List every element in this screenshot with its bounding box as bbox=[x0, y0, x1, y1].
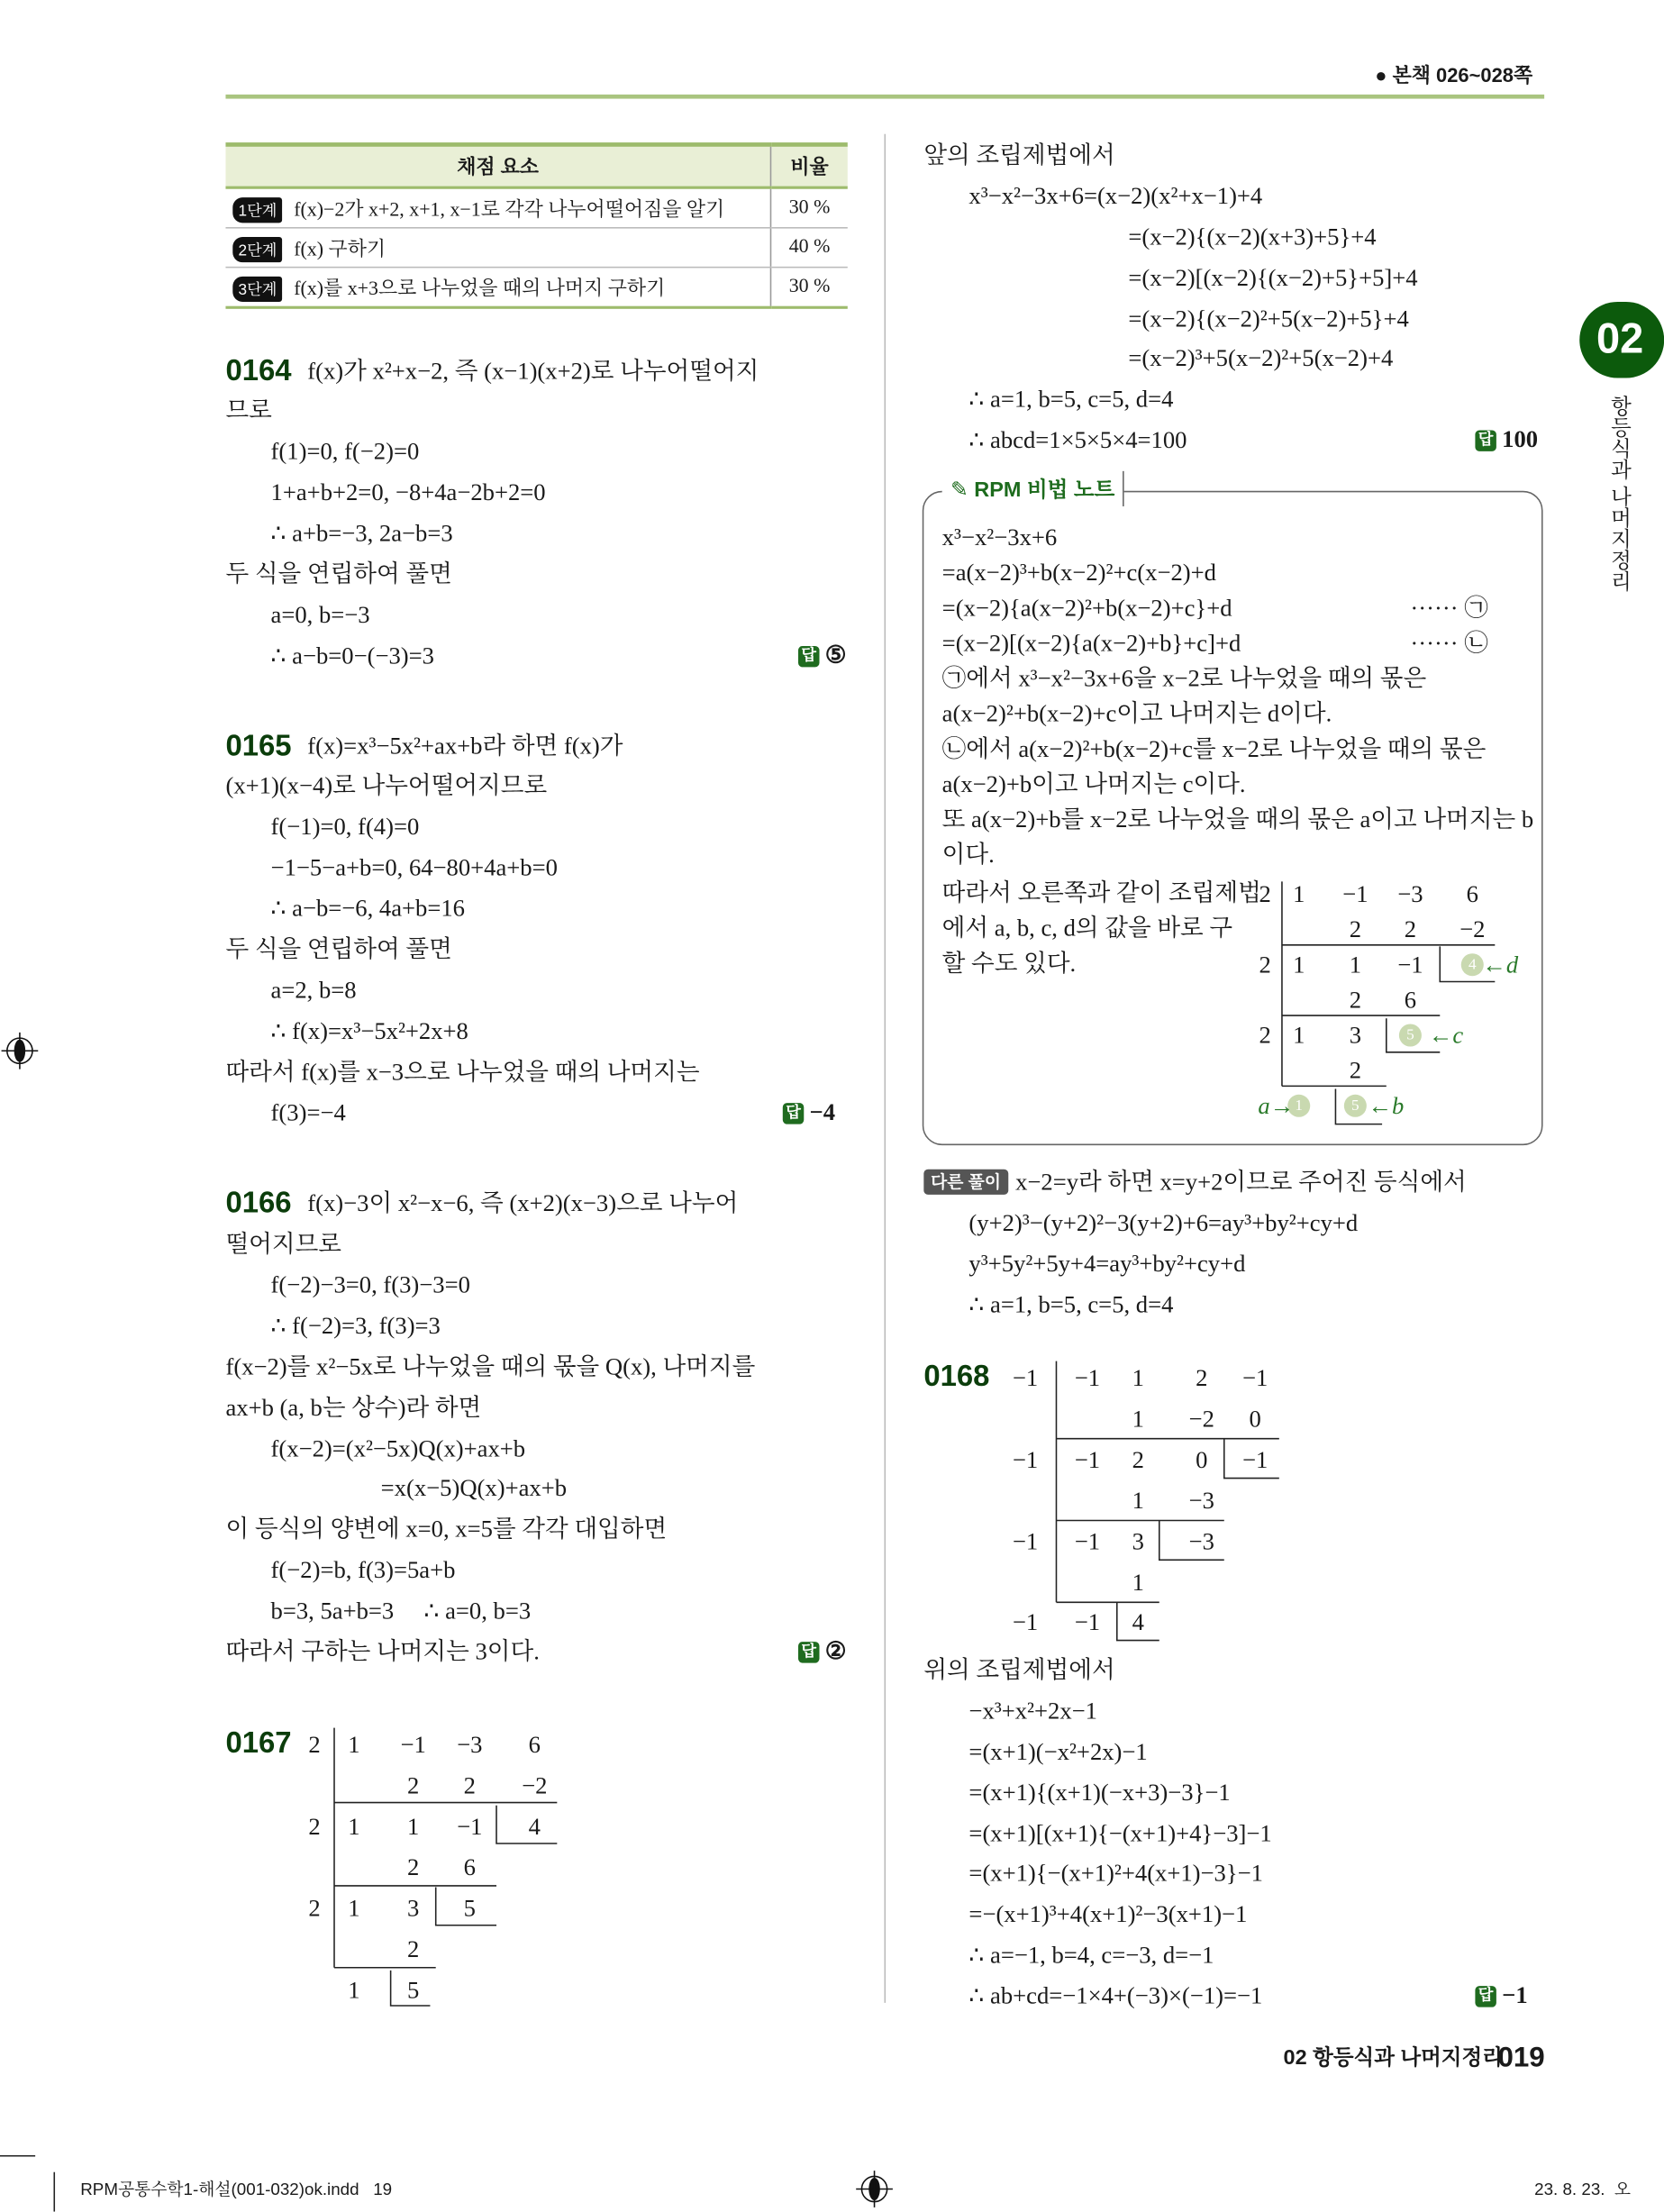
answer-value: −1 bbox=[1502, 1981, 1528, 2009]
note-line: 할 수도 있다. bbox=[941, 950, 1077, 978]
division-cell: −2 bbox=[1188, 1405, 1214, 1433]
note-line: =(x−2)[(x−2){a(x−2)+b}+c]+d bbox=[941, 629, 1241, 657]
division-cell: −1 bbox=[1074, 1446, 1101, 1474]
solution-line: a=2, b=8 bbox=[270, 977, 357, 1004]
answer-icon: 답 bbox=[798, 1641, 819, 1661]
chapter-title-vertical: 항등식과 나머지정리 bbox=[1607, 395, 1632, 592]
division-cell: −1 bbox=[1397, 951, 1423, 979]
step-badge: 3단계 bbox=[232, 276, 282, 301]
label-b: ←b bbox=[1368, 1092, 1405, 1120]
solution-line: ∴ f(−2)=3, f(3)=3 bbox=[270, 1312, 441, 1340]
answer-value: ⑤ bbox=[824, 642, 847, 669]
ratio: 30 % bbox=[770, 268, 847, 308]
division-cell: 6 bbox=[1404, 986, 1417, 1014]
division-cell: 1 bbox=[348, 1895, 360, 1922]
answer-value: 100 bbox=[1502, 425, 1539, 453]
solution-line: ∴ a−b=0−(−3)=3 bbox=[270, 642, 434, 669]
divisor: 2 bbox=[1259, 880, 1271, 908]
solution-line: f(1)=0, f(−2)=0 bbox=[270, 438, 420, 465]
division-cell: 2 bbox=[1349, 1057, 1362, 1085]
division-cell: 6 bbox=[1466, 880, 1478, 908]
division-cell: 1 bbox=[1132, 1405, 1144, 1433]
note-title bbox=[942, 471, 1125, 506]
divisor: 2 bbox=[1259, 951, 1271, 979]
note-line: 따라서 오른쪽과 같이 조립제법 bbox=[941, 879, 1261, 906]
solution-line: b=3, 5a+b=3 ∴ a=0, b=3 bbox=[270, 1597, 532, 1625]
solution-line: =(x+1)(−x²+2x)−1 bbox=[968, 1738, 1148, 1766]
label-a: a→ bbox=[1258, 1092, 1295, 1120]
solution-line: f(x)=x³−5x²+ax+b라 하면 f(x)가 bbox=[307, 733, 623, 760]
solution-line: =(x+1){−(x+1)²+4(x+1)−3}−1 bbox=[968, 1859, 1263, 1887]
division-cell: 2 bbox=[1349, 915, 1362, 943]
note-line: 이다. bbox=[941, 841, 995, 869]
division-cell: 1 bbox=[1349, 951, 1362, 979]
page-reference: ● 본책 026~028쪽 bbox=[1375, 63, 1533, 86]
file-name: RPM공통수학1-해설(001-032)ok.indd 19 bbox=[80, 2179, 393, 2199]
circled-coefficient: 4 bbox=[1461, 953, 1484, 976]
division-cell: −1 bbox=[1242, 1446, 1268, 1474]
solution-line: f(−1)=0, f(4)=0 bbox=[270, 813, 420, 841]
solution-line: 1+a+b+2=0, −8+4a−2b+2=0 bbox=[270, 478, 546, 506]
answer bbox=[1475, 426, 1538, 454]
division-cell: 2 bbox=[463, 1771, 476, 1799]
division-cell: −3 bbox=[1188, 1487, 1214, 1515]
answer-value: ② bbox=[824, 1637, 847, 1665]
division-cell: 4 bbox=[528, 1813, 541, 1841]
label-d: ←d bbox=[1482, 951, 1519, 979]
ratio: 40 % bbox=[770, 228, 847, 268]
ratio: 30 % bbox=[770, 187, 847, 228]
solution-line: =(x−2)[(x−2){(x−2)+5}+5]+4 bbox=[1128, 264, 1418, 292]
division-cell: 2 bbox=[1404, 915, 1417, 943]
division-cell: 3 bbox=[1132, 1528, 1144, 1555]
circled-coefficient: 5 bbox=[1399, 1024, 1422, 1046]
answer-value: −4 bbox=[809, 1098, 836, 1126]
answer-icon: 답 bbox=[1475, 1985, 1496, 2006]
print-date: 23. 8. 23. 오 bbox=[1534, 2179, 1632, 2199]
problem-number: 0165 bbox=[225, 730, 292, 763]
solution-line: 이 등식의 양변에 x=0, x=5를 각각 대입하면 bbox=[225, 1516, 668, 1543]
header-ratio: 비율 bbox=[770, 144, 847, 187]
division-cell: 3 bbox=[407, 1895, 420, 1922]
alt-solution-badge: 다른 풀이 bbox=[923, 1170, 1007, 1195]
problem-number: 0168 bbox=[923, 1360, 990, 1393]
division-cell: −1 bbox=[1074, 1364, 1101, 1392]
header-criteria: 채점 요소 bbox=[225, 144, 770, 187]
division-cell: 2 bbox=[1349, 986, 1362, 1014]
division-cell: −2 bbox=[522, 1771, 548, 1799]
solution-line: f(−2)=b, f(3)=5a+b bbox=[270, 1556, 456, 1584]
solution-line: 므로 bbox=[225, 396, 272, 424]
solution-line: 두 식을 연립하여 풀면 bbox=[225, 560, 452, 587]
solution-line: 따라서 f(x)를 x−3으로 나누었을 때의 나머지는 bbox=[225, 1058, 700, 1086]
solution-line: 위의 조립제법에서 bbox=[923, 1656, 1115, 1684]
solution-line: f(−2)−3=0, f(3)−3=0 bbox=[270, 1271, 470, 1298]
division-cell: 0 bbox=[1249, 1405, 1261, 1433]
solution-line: ∴ abcd=1×5×5×4=100 bbox=[968, 426, 1187, 454]
solution-line: 앞의 조립제법에서 bbox=[923, 141, 1115, 169]
solution-line: a=0, b=−3 bbox=[270, 601, 370, 629]
chapter-tab: 02 bbox=[1579, 302, 1664, 378]
division-cell: 1 bbox=[1132, 1487, 1144, 1515]
division-cell: −2 bbox=[1459, 915, 1486, 943]
division-cell: 2 bbox=[407, 1853, 420, 1881]
solution-line: ∴ a=1, b=5, c=5, d=4 bbox=[968, 1291, 1174, 1318]
step-badge: 1단계 bbox=[232, 196, 282, 222]
answer-icon: 답 bbox=[1475, 430, 1496, 451]
division-cell: 5 bbox=[407, 1976, 420, 2004]
division-cell: 1 bbox=[1293, 951, 1305, 979]
note-line: x³−x²−3x+6 bbox=[941, 523, 1058, 551]
answer-icon: 답 bbox=[798, 645, 819, 666]
divisor: −1 bbox=[1012, 1446, 1039, 1474]
division-cell: 1 bbox=[1132, 1364, 1144, 1392]
divisor: 2 bbox=[1259, 1022, 1271, 1049]
division-cell: 1 bbox=[1293, 880, 1305, 908]
step-badge: 2단계 bbox=[232, 236, 282, 261]
circled-coefficient: 5 bbox=[1344, 1095, 1367, 1117]
solution-line: (y+2)³−(y+2)²−3(y+2)+6=ay³+by²+cy+d bbox=[968, 1209, 1359, 1237]
note-mark: ······ ㉠ bbox=[1410, 594, 1488, 622]
note-line: ㉡에서 a(x−2)²+b(x−2)+c를 x−2로 나누었을 때의 몫은 bbox=[941, 735, 1487, 763]
solution-line: ∴ f(x)=x³−5x²+2x+8 bbox=[270, 1017, 468, 1045]
solution-line: =(x−2){(x−2)²+5(x−2)+5}+4 bbox=[1128, 305, 1409, 332]
solution-line: =(x+1){(x+1)(−x+3)−3}−1 bbox=[968, 1779, 1231, 1807]
solution-line: f(x−2)를 x²−5x로 나누었을 때의 몫을 Q(x), 나머지를 bbox=[225, 1353, 756, 1380]
problem-number: 0167 bbox=[225, 1726, 292, 1760]
solution-line: ∴ a+b=−3, 2a−b=3 bbox=[270, 519, 453, 547]
solution-line: ax+b (a, b는 상수)라 하면 bbox=[225, 1394, 482, 1422]
division-cell: 2 bbox=[407, 1935, 420, 1963]
division-cell: 5 bbox=[463, 1895, 476, 1922]
solution-line: (x+1)(x−4)로 나누어떨어지므로 bbox=[225, 772, 548, 799]
division-cell: 3 bbox=[1349, 1022, 1362, 1049]
division-cell: −1 bbox=[400, 1731, 426, 1759]
crop-mark bbox=[53, 2172, 55, 2212]
division-cell: −1 bbox=[1074, 1528, 1101, 1555]
label-c: ←c bbox=[1428, 1022, 1464, 1049]
divisor: 2 bbox=[308, 1731, 321, 1759]
note-line: 에서 a, b, c, d의 값을 바로 구 bbox=[941, 915, 1233, 942]
solution-line: x−2=y라 하면 x=y+2이므로 주어진 등식에서 bbox=[1015, 1168, 1467, 1196]
division-cell: −1 bbox=[1074, 1608, 1101, 1636]
registration-mark-icon bbox=[853, 2168, 896, 2210]
solution-line: f(x−2)=(x²−5x)Q(x)+ax+b bbox=[270, 1434, 526, 1462]
solution-line: f(x)−3이 x²−x−6, 즉 (x+2)(x−3)으로 나누어 bbox=[307, 1189, 739, 1217]
note-title-text: RPM 비법 노트 bbox=[974, 478, 1115, 503]
solution-line: ∴ a−b=−6, 4a+b=16 bbox=[270, 895, 465, 922]
circled-coefficient: 1 bbox=[1287, 1095, 1310, 1117]
criteria-text: f(x)−2가 x+2, x+1, x−1로 각각 나누어떨어짐을 알기 bbox=[294, 199, 725, 221]
division-cell: −3 bbox=[1188, 1528, 1214, 1555]
divisor: −1 bbox=[1012, 1608, 1039, 1636]
division-cell: −3 bbox=[1397, 880, 1423, 908]
pencil-note-icon: ✎ bbox=[950, 478, 975, 503]
division-cell: 2 bbox=[407, 1771, 420, 1799]
division-cell: 2 bbox=[1132, 1446, 1144, 1474]
note-line: ㉠에서 x³−x²−3x+6을 x−2로 나누었을 때의 몫은 bbox=[941, 665, 1427, 692]
note-line: =a(x−2)³+b(x−2)²+c(x−2)+d bbox=[941, 559, 1216, 587]
division-cell: 1 bbox=[348, 1731, 360, 1759]
problem-number: 0166 bbox=[225, 1187, 292, 1220]
division-cell: −1 bbox=[1242, 1364, 1268, 1392]
note-line: 또 a(x−2)+b를 x−2로 나누었을 때의 몫은 a이고 나머지는 b bbox=[941, 806, 1534, 833]
solution-line: f(3)=−4 bbox=[270, 1099, 346, 1126]
solution-line: 따라서 구하는 나머지는 3이다. bbox=[225, 1638, 540, 1665]
solution-line: =(x+1)[(x+1){−(x+1)+4}−3]−1 bbox=[968, 1820, 1272, 1847]
solution-line: f(x)가 x²+x−2, 즉 (x−1)(x+2)로 나누어떨어지 bbox=[307, 357, 759, 385]
note-line: =(x−2){a(x−2)²+b(x−2)+c}+d bbox=[941, 594, 1232, 622]
divisor: 2 bbox=[308, 1813, 321, 1841]
division-cell: 1 bbox=[1293, 1022, 1305, 1049]
division-cell: −1 bbox=[457, 1813, 483, 1841]
criteria-text: f(x)를 x+3으로 나누었을 때의 나머지 구하기 bbox=[294, 278, 666, 300]
criteria-text: f(x) 구하기 bbox=[294, 239, 386, 260]
registration-mark-icon bbox=[0, 1031, 42, 1073]
division-cell: −3 bbox=[457, 1731, 483, 1759]
solution-line: x³−x²−3x+6=(x−2)(x²+x−1)+4 bbox=[968, 182, 1263, 210]
solution-line: y³+5y²+5y+4=ay³+by²+cy+d bbox=[968, 1250, 1246, 1278]
note-mark: ······ ㉡ bbox=[1410, 629, 1488, 657]
note-line: a(x−2)²+b(x−2)+c이고 나머지는 d이다. bbox=[941, 700, 1332, 727]
solution-line: =−(x+1)³+4(x+1)²−3(x+1)−1 bbox=[968, 1900, 1248, 1928]
division-cell: 1 bbox=[1132, 1569, 1144, 1597]
solution-line: =(x−2)³+5(x−2)²+5(x−2)+4 bbox=[1128, 344, 1394, 372]
solution-line: ∴ ab+cd=−1×4+(−3)×(−1)=−1 bbox=[968, 1982, 1263, 2009]
division-cell: 6 bbox=[528, 1731, 541, 1759]
division-cell: 0 bbox=[1196, 1446, 1208, 1474]
division-cell: 1 bbox=[407, 1813, 420, 1841]
division-cell: 6 bbox=[463, 1853, 476, 1881]
solution-line: =(x−2){(x−2)(x+3)+5}+4 bbox=[1128, 223, 1377, 250]
divisor: −1 bbox=[1012, 1364, 1039, 1392]
solution-line: −x³+x²+2x−1 bbox=[968, 1697, 1097, 1725]
division-cell: −1 bbox=[1342, 880, 1368, 908]
solution-line: 두 식을 연립하여 풀면 bbox=[225, 935, 452, 963]
divisor: 2 bbox=[308, 1895, 321, 1922]
answer bbox=[1475, 1981, 1527, 2009]
solution-line: −1−5−a+b=0, 64−80+4a+b=0 bbox=[270, 853, 558, 881]
division-cell: 1 bbox=[348, 1976, 360, 2004]
division-cell: 4 bbox=[1132, 1608, 1144, 1636]
answer-icon: 답 bbox=[783, 1102, 804, 1123]
solution-line: ∴ a=−1, b=4, c=−3, d=−1 bbox=[968, 1941, 1214, 1969]
divisor: −1 bbox=[1012, 1528, 1039, 1555]
solution-line: ∴ a=1, b=5, c=5, d=4 bbox=[968, 386, 1174, 413]
crop-mark bbox=[0, 2155, 35, 2157]
page-number: 019 bbox=[1497, 2042, 1545, 2074]
note-line: a(x−2)+b이고 나머지는 c이다. bbox=[941, 770, 1246, 798]
division-cell: 1 bbox=[348, 1813, 360, 1841]
problem-number: 0164 bbox=[225, 354, 292, 387]
solution-line: 떨어지므로 bbox=[225, 1230, 342, 1258]
solution-line: =x(x−5)Q(x)+ax+b bbox=[380, 1474, 568, 1502]
division-cell: 2 bbox=[1196, 1364, 1208, 1392]
footer-chapter: 02 항등식과 나머지정리 bbox=[1283, 2045, 1503, 2071]
